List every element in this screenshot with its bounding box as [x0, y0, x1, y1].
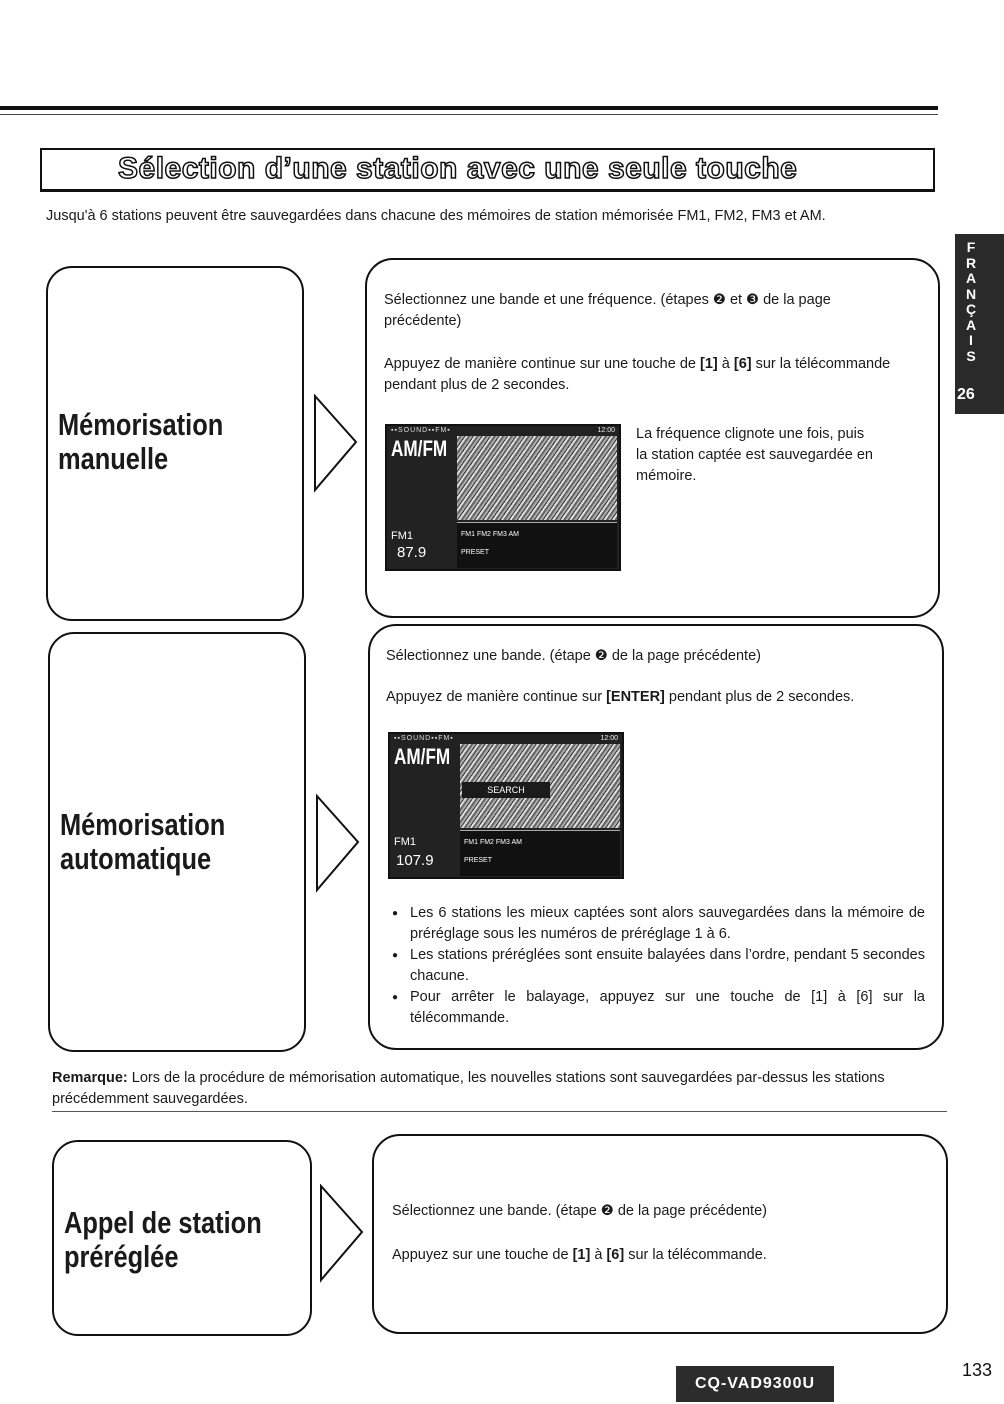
- screen-band: FM1: [391, 530, 413, 542]
- preset-step2-mid: à: [590, 1247, 607, 1263]
- page-number: 133: [962, 1360, 993, 1380]
- arrow-right-icon: [312, 394, 360, 494]
- manual-step2-mid: à: [717, 356, 734, 372]
- manual-step2: [384, 354, 904, 396]
- screen-preset-bar: [457, 522, 617, 568]
- screen-band: FM1: [394, 836, 416, 848]
- screen-mode: AM/FM: [394, 744, 451, 769]
- model-badge: CQ-VAD9300U: [676, 1366, 834, 1402]
- preset-step2-post: sur la télécommande.: [624, 1247, 767, 1263]
- language-letters: [955, 240, 987, 364]
- auto-heading: [60, 808, 225, 876]
- screen-clock: 12:00: [597, 427, 615, 434]
- screen-preset-bar: [460, 830, 620, 876]
- remark-text: Lors de la procédure de mémorisation automatique, les nouvelles stations sont sauvegardées par-dessus les stations précédemment sauvegardées.: [52, 1070, 885, 1107]
- preset-steps-panel: [372, 1134, 948, 1334]
- manual-heading: [58, 408, 223, 476]
- preset-heading-line2: préréglée: [64, 1239, 179, 1274]
- language-tab: [955, 234, 1004, 414]
- manual-step2-post: sur la télécommande pendant plus de 2 secondes.: [384, 356, 891, 393]
- remark: [52, 1068, 947, 1110]
- key-6: [6]: [733, 356, 752, 372]
- list-item: ● Pour arrêter le balayage, appuyez sur une touche de [1] à [6] sur la télécommande.: [390, 987, 925, 1029]
- manual-heading-line2: manuelle: [58, 441, 169, 476]
- preset-step1: Sélectionnez une bande. (étape ❷ de la page précédente): [392, 1203, 767, 1219]
- screen-preset-label: PRESET: [461, 549, 490, 556]
- auto-step2: [386, 687, 926, 708]
- arrow-right-icon: [318, 1184, 366, 1284]
- auto-bullet-list: [390, 903, 925, 1029]
- manual-step1: Sélectionnez une bande et une fréquence. (étapes ❷ et ❸ de la page précédente): [384, 292, 831, 329]
- screen-preset-label: PRESET: [464, 857, 493, 864]
- screen-picture: [457, 436, 617, 520]
- language-letters-text: F R A N Ç A I S: [965, 239, 977, 364]
- preset-heading: [64, 1206, 262, 1274]
- auto-heading-line1: Mémorisation: [60, 807, 226, 842]
- manual-step2-pre: Appuyez de manière continue sur une touche de: [384, 356, 700, 372]
- auto-step2-post: pendant plus de 2 secondes.: [664, 689, 855, 705]
- screen-tabs: FM1 FM2 FM3 AM: [461, 531, 519, 538]
- preset-heading-line1: Appel de station: [64, 1205, 262, 1240]
- list-item: ● Les 6 stations les mieux captées sont alors sauvegardées dans la mémoire de préréglage sous les numéros de préréglage 1 à 6.: [390, 903, 925, 945]
- key-1: [1]: [572, 1247, 591, 1263]
- screen-tabs: FM1 FM2 FM3 AM: [464, 839, 522, 846]
- remark-label: Remarque:: [52, 1070, 128, 1086]
- manual-screen-image: [385, 424, 621, 571]
- page-title: Sélection d’une station avec une seule touche: [118, 152, 798, 185]
- remark-rule: [52, 1111, 947, 1112]
- arrow-right-icon: [314, 794, 362, 894]
- manual-note: La fréquence clignote une fois, puis la station captée est sauvegardée en mémoire.: [636, 426, 873, 484]
- screen-topline: ▪▪SOUND▪▪FM▪: [391, 427, 451, 434]
- top-rule: [0, 106, 938, 110]
- section-page: 26: [957, 386, 975, 403]
- auto-screen-image: [388, 732, 624, 879]
- enter-key: [ENTER]: [606, 689, 665, 705]
- auto-step1: Sélectionnez une bande. (étape ❷ de la page précédente): [386, 648, 761, 664]
- auto-step2-pre: Appuyez de manière continue sur: [386, 689, 607, 705]
- screen-frequency: 107.9: [396, 852, 434, 869]
- key-1: [1]: [700, 356, 718, 372]
- list-item: ● Les stations préréglées sont ensuite balayées dans l’ordre, pendant 5 secondes chacune.: [390, 945, 925, 987]
- preset-step2: [392, 1245, 922, 1266]
- preset-step2-pre: Appuyez sur une touche de: [392, 1247, 573, 1263]
- top-rule-thin: [0, 114, 938, 115]
- screen-topline: ▪▪SOUND▪▪FM▪: [394, 735, 454, 742]
- intro-text: Jusqu'à 6 stations peuvent être sauvegardées dans chacune des mémoires de station mémorisée FM1, FM2, FM3 et AM.: [46, 208, 826, 224]
- key-6: [6]: [606, 1247, 625, 1263]
- screen-frequency: 87.9: [397, 544, 427, 561]
- auto-heading-line2: automatique: [60, 841, 212, 876]
- screen-mode: AM/FM: [391, 436, 448, 461]
- manual-heading-line1: Mémorisation: [58, 407, 224, 442]
- screen-search-label: SEARCH: [462, 782, 550, 798]
- screen-clock: 12:00: [600, 735, 618, 742]
